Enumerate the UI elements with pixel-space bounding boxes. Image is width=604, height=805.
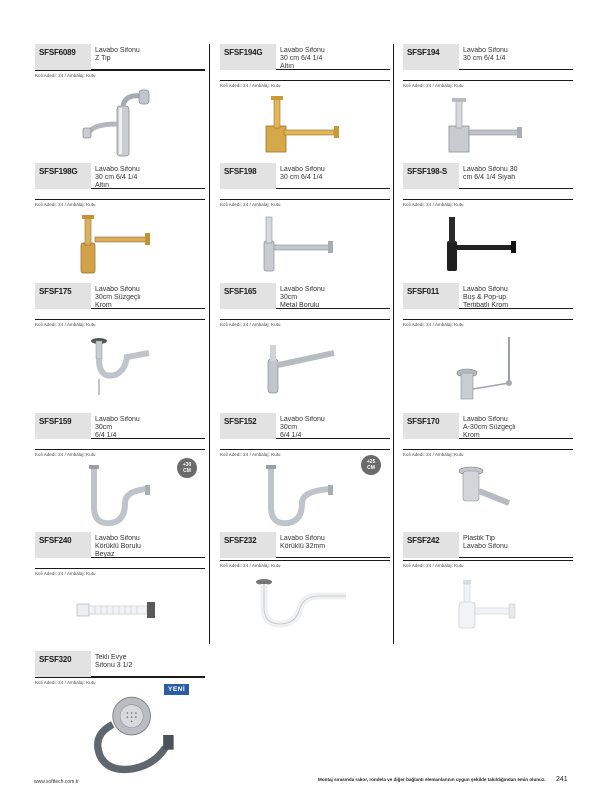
packaging-info: Koli Adedi: 24 / Ambalaj: Kutu — [35, 202, 96, 207]
product-description: Lavabo Sifonu 30cm Süzgeçli Krom — [91, 283, 205, 309]
product-description: Lavabo Sifonu Körüklü Borulu Beyaz — [91, 532, 205, 558]
page-number: 241 — [556, 776, 568, 783]
packaging-info: Koli Adedi: 24 / Ambalaj: Kutu — [403, 322, 464, 327]
packaging-info: Koli Adedi: 24 / Ambalaj: Kutu — [35, 680, 96, 685]
product-card[interactable] — [35, 651, 205, 773]
product-description: Tekli Evye Sifonu 3 1/2 — [91, 651, 205, 677]
product-code: SFSF152 — [220, 413, 276, 439]
product-card[interactable] — [220, 163, 390, 285]
product-description: Lavabo Sifonu 30 cm 6/4 1/4 — [276, 163, 390, 189]
product-description: Lavabo Sifonu Buş & Pop-up Tertibatlı Krom — [459, 283, 573, 309]
product-code: SFSF6089 — [35, 44, 91, 70]
product-code: SFSF170 — [403, 413, 459, 439]
packaging-info: Koli Adedi: 24 / Ambalaj: Kutu — [220, 563, 281, 568]
product-description: Lavabo Sifonu 30cm 6/4 1/4 — [91, 413, 205, 439]
product-description: Lavabo Sifonu Z Tip — [91, 44, 205, 70]
product-card[interactable] — [403, 413, 573, 535]
product-card[interactable] — [403, 163, 573, 285]
packaging-info: Koli Adedi: 24 / Ambalaj: Kutu — [220, 452, 281, 457]
product-code: SFSF175 — [35, 283, 91, 309]
p-trap-chrome-image — [79, 463, 169, 543]
product-code: SFSF198 — [220, 163, 276, 189]
product-description: Lavabo Sifonu 30 cm 6/4 1/4 Altın — [276, 44, 390, 70]
kitchen-sink-strainer-kit-image — [79, 693, 199, 777]
product-description: Lavabo Sifonu Körüklü 32mm — [276, 532, 390, 558]
product-code: SFSF194G — [220, 44, 276, 70]
product-code: SFSF242 — [403, 532, 459, 558]
packaging-info: Koli Adedi: 24 / Ambalaj: Kutu — [35, 571, 96, 576]
strainer-trap-image — [449, 463, 539, 543]
p-trap-with-strainer-image — [79, 335, 169, 415]
product-code: SFSF165 — [220, 283, 276, 309]
packaging-info: Koli Adedi: 24 / Ambalaj: Kutu — [403, 452, 464, 457]
product-card[interactable] — [220, 283, 390, 405]
product-description: Lavabo Sifonu 30 cm 6/4 1/4 Altın — [91, 163, 205, 189]
product-card[interactable] — [220, 532, 390, 654]
product-card[interactable] — [403, 283, 573, 405]
product-code: SFSF198-S — [403, 163, 459, 189]
product-description: Lavabo Sifonu 30 cm 6/4 1/4 Siyah — [459, 163, 573, 189]
product-card[interactable] — [220, 44, 390, 166]
p-trap-chrome-image — [254, 463, 344, 543]
product-description: Lavabo Sifonu 30cm Metal Borulu — [276, 283, 390, 309]
website-url[interactable]: www.softtech.com.tr — [34, 779, 79, 785]
product-description: Lavabo Sifonu 30cm 6/4 1/4 — [276, 413, 390, 439]
bottle-trap-gold-image — [73, 213, 163, 293]
packaging-info: Koli Adedi: 24 / Ambalaj: Kutu — [220, 202, 281, 207]
product-card[interactable] — [35, 283, 205, 405]
packaging-info: Koli Adedi: 24 / Ambalaj: Kutu — [403, 83, 464, 88]
length-badge: +25 CM — [361, 455, 381, 475]
product-code: SFSF011 — [403, 283, 459, 309]
packaging-info: Koli Adedi: 24 / Ambalaj: Kutu — [35, 322, 96, 327]
pop-up-waste-image — [449, 333, 539, 413]
product-description: Lavabo Sifonu 30 cm 6/4 1/4 — [459, 44, 573, 70]
product-card[interactable] — [403, 532, 573, 654]
product-card[interactable] — [403, 44, 573, 166]
product-card[interactable] — [35, 163, 205, 285]
product-code: SFSF232 — [220, 532, 276, 558]
packaging-info: Koli Adedi: 24 / Ambalaj: Kutu — [35, 452, 96, 457]
packaging-info: Koli Adedi: 24 / Ambalaj: Kutu — [220, 83, 281, 88]
footer-note: Montaj sırasında rakor, rondela ve diğer bağlantı elemanlarının uygun şekilde takıldığından emin olunuz. — [318, 777, 546, 782]
product-card[interactable] — [220, 413, 390, 535]
length-badge: +30 CM — [177, 458, 197, 478]
product-code: SFSF159 — [35, 413, 91, 439]
bottle-trap-chrome-image — [75, 84, 165, 164]
product-code: SFSF240 — [35, 532, 91, 558]
column-separator — [393, 44, 394, 644]
packaging-info: Koli Adedi: 24 / Ambalaj: Kutu — [220, 322, 281, 327]
product-code: SFSF198G — [35, 163, 91, 189]
bottle-trap-gold-image — [242, 92, 352, 172]
product-card[interactable] — [35, 532, 205, 654]
product-code: SFSF194 — [403, 44, 459, 70]
packaging-info: Koli Adedi: 24 / Ambalaj: Kutu — [403, 202, 464, 207]
packaging-info: Koli Adedi: 24 / Ambalaj: Kutu — [35, 73, 96, 78]
plastic-bottle-trap-image — [445, 578, 535, 658]
column-separator — [209, 44, 210, 644]
product-card[interactable] — [35, 44, 205, 166]
new-badge: YENİ — [164, 684, 189, 695]
flexible-s-trap-image — [248, 578, 352, 658]
product-description: Plastik Tip Lavabo Sifonu — [459, 532, 573, 558]
product-description: Lavabo Sifonu A-30cm Süzgeçli Krom — [459, 413, 573, 439]
packaging-info: Koli Adedi: 24 / Ambalaj: Kutu — [403, 563, 464, 568]
bottle-trap-metal-pipe-image — [262, 339, 352, 419]
product-code: SFSF320 — [35, 651, 91, 677]
